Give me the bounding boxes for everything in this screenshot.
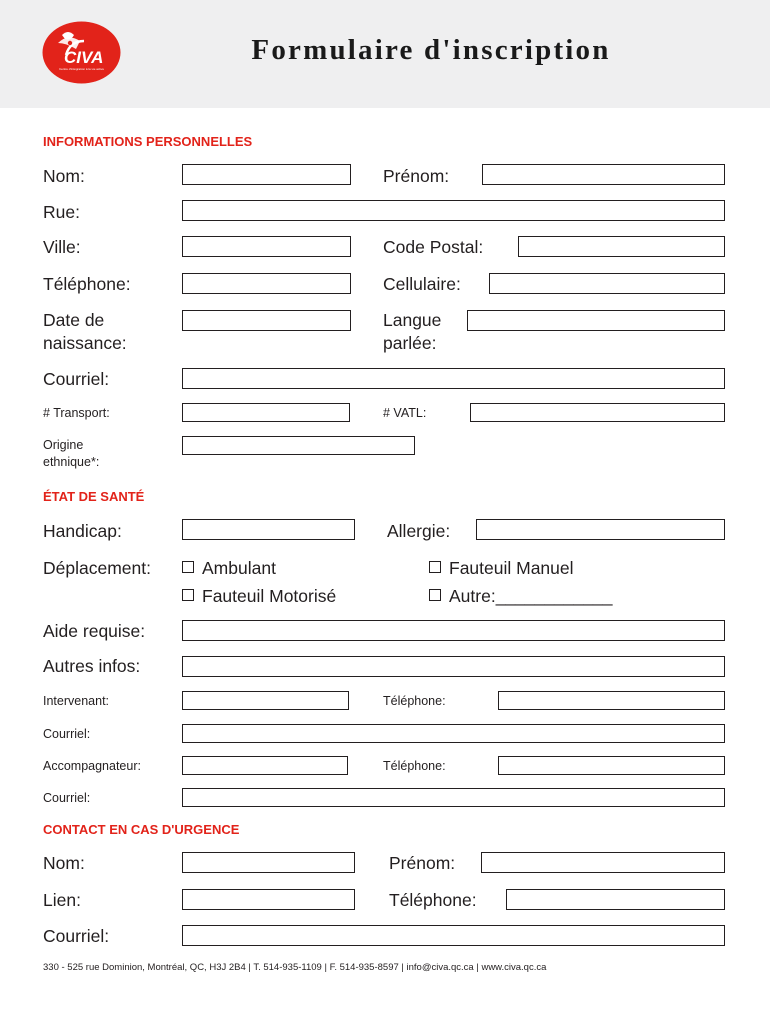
aide-requise-field[interactable] <box>182 620 725 641</box>
label-transport: # Transport: <box>43 406 110 420</box>
label-urgence-courriel: Courriel: <box>43 926 110 946</box>
label-accompagnateur-courriel: Courriel: <box>43 791 91 805</box>
label-origine-2: ethnique*: <box>43 455 100 469</box>
checkbox-icon <box>429 561 441 573</box>
label-allergie: Allergie: <box>387 521 451 541</box>
checkbox-label: Fauteuil Manuel <box>449 558 574 578</box>
rue-field[interactable] <box>182 200 725 221</box>
accompagnateur-telephone-field[interactable] <box>498 756 725 775</box>
accompagnateur-field[interactable] <box>182 756 348 775</box>
logo-tagline: Centre d'intégration à la vie active <box>58 67 105 71</box>
cellulaire-field[interactable] <box>489 273 725 294</box>
transport-field[interactable] <box>182 403 350 422</box>
nom-field[interactable] <box>182 164 351 185</box>
label-accompagnateur: Accompagnateur: <box>43 759 141 773</box>
label-aide-requise: Aide requise: <box>43 621 146 641</box>
label-ville: Ville: <box>43 237 81 257</box>
allergie-field[interactable] <box>476 519 725 540</box>
label-date-naissance-2: naissance: <box>43 333 127 353</box>
label-prenom: Prénom: <box>383 166 450 186</box>
langue-field[interactable] <box>467 310 725 331</box>
label-accompagnateur-telephone: Téléphone: <box>383 759 446 773</box>
label-courriel: Courriel: <box>43 369 110 389</box>
label-telephone: Téléphone: <box>43 274 131 294</box>
handicap-field[interactable] <box>182 519 355 540</box>
accompagnateur-courriel-field[interactable] <box>182 788 725 807</box>
checkbox-fauteuil-manuel[interactable] <box>429 557 574 579</box>
label-nom: Nom: <box>43 166 85 186</box>
urgence-courriel-field[interactable] <box>182 925 725 946</box>
label-urgence-prenom: Prénom: <box>389 853 456 873</box>
checkbox-icon <box>182 589 194 601</box>
header-band <box>0 0 770 108</box>
checkbox-ambulant[interactable] <box>182 557 276 579</box>
checkbox-icon <box>429 589 441 601</box>
vatl-field[interactable] <box>470 403 725 422</box>
urgence-telephone-field[interactable] <box>506 889 725 910</box>
page-title: Formulaire d'inscription <box>251 34 611 66</box>
autres-infos-field[interactable] <box>182 656 725 677</box>
origine-field[interactable] <box>182 436 415 455</box>
urgence-prenom-field[interactable] <box>481 852 725 873</box>
intervenant-courriel-field[interactable] <box>182 724 725 743</box>
section-heading-emergency: CONTACT EN CAS D'URGENCE <box>43 822 240 837</box>
label-urgence-telephone: Téléphone: <box>389 890 477 910</box>
section-heading-health: ÉTAT DE SANTÉ <box>43 489 145 504</box>
label-intervenant-telephone: Téléphone: <box>383 694 446 708</box>
ville-field[interactable] <box>182 236 351 257</box>
urgence-nom-field[interactable] <box>182 852 355 873</box>
prenom-field[interactable] <box>482 164 725 185</box>
footer-address: 330 - 525 rue Dominion, Montréal, QC, H3J 2B4 | T. 514-935-1109 | F. 514-935-8597 | info@civa.qc.ca | www.civa.qc.ca <box>43 962 547 973</box>
checkbox-label: Fauteuil Motorisé <box>202 586 337 606</box>
label-langue-1: Langue <box>383 310 442 330</box>
urgence-lien-field[interactable] <box>182 889 355 910</box>
label-intervenant: Intervenant: <box>43 694 110 708</box>
label-intervenant-courriel: Courriel: <box>43 727 91 741</box>
date-naissance-field[interactable] <box>182 310 351 331</box>
logo-wordmark: CIVA <box>64 48 104 67</box>
checkbox-autre[interactable] <box>429 585 612 607</box>
telephone-field[interactable] <box>182 273 351 294</box>
label-code-postal: Code Postal: <box>383 237 484 257</box>
intervenant-telephone-field[interactable] <box>498 691 725 710</box>
label-vatl: # VATL: <box>383 406 427 420</box>
checkbox-fauteuil-motorise[interactable] <box>182 585 336 607</box>
label-origine-1: Origine <box>43 438 84 452</box>
section-heading-personal: INFORMATIONS PERSONNELLES <box>43 134 253 149</box>
checkbox-icon <box>182 561 194 573</box>
label-date-naissance-1: Date de <box>43 310 105 330</box>
label-urgence-lien: Lien: <box>43 890 81 910</box>
code-postal-field[interactable] <box>518 236 725 257</box>
checkbox-label: Autre:____________ <box>449 586 613 606</box>
civa-logo <box>42 21 121 84</box>
label-cellulaire: Cellulaire: <box>383 274 461 294</box>
label-langue-2: parlée: <box>383 333 437 353</box>
label-deplacement: Déplacement: <box>43 558 151 578</box>
label-rue: Rue: <box>43 202 80 222</box>
label-urgence-nom: Nom: <box>43 853 85 873</box>
checkbox-label: Ambulant <box>202 558 276 578</box>
label-handicap: Handicap: <box>43 521 122 541</box>
label-autres-infos: Autres infos: <box>43 656 141 676</box>
courriel-field[interactable] <box>182 368 725 389</box>
intervenant-field[interactable] <box>182 691 349 710</box>
